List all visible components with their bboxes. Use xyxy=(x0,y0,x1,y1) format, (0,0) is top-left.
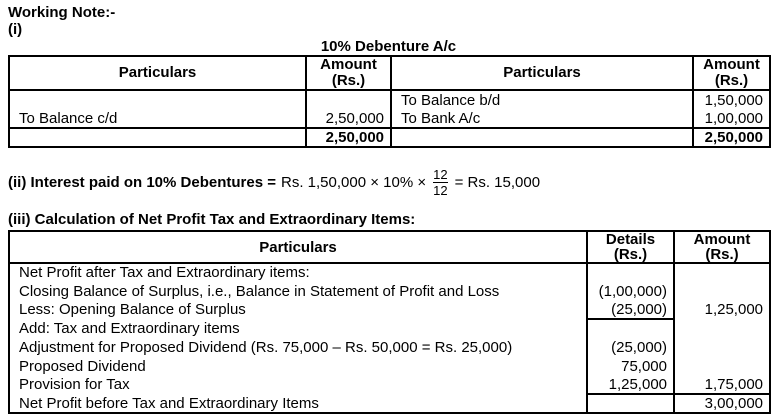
t2-header-details: Details (Rs.) xyxy=(587,231,674,263)
details-cell xyxy=(587,319,674,338)
amount-cell xyxy=(674,357,770,376)
details-cell xyxy=(587,394,674,413)
net-profit-calculation-table xyxy=(8,230,771,414)
t1-header-amount-right: Amount (Rs.) xyxy=(693,56,770,90)
table-row xyxy=(9,90,770,109)
amount-cell: 1,50,000 xyxy=(693,90,770,109)
amount-cell: 2,50,000 xyxy=(306,109,391,128)
table-total-row xyxy=(9,128,770,147)
table-row xyxy=(9,319,770,338)
details-cell: 75,000 xyxy=(587,357,674,376)
details-cell: (25,000) xyxy=(587,338,674,357)
t1-header-row xyxy=(9,56,770,90)
interest-note-expression: Rs. 1,50,000 × 10% × xyxy=(280,173,427,191)
particulars-cell: Net Profit after Tax and Extraordinary items: xyxy=(9,263,587,282)
table-row xyxy=(9,301,770,320)
details-cell: 1,25,000 xyxy=(587,376,674,395)
table-row xyxy=(9,338,770,357)
details-cell: (25,000) xyxy=(587,301,674,320)
t1-header-amount-left: Amount (Rs.) xyxy=(306,56,391,90)
table-row xyxy=(9,357,770,376)
t1-header-particulars-left: Particulars xyxy=(9,56,306,90)
details-cell xyxy=(587,263,674,282)
total-amount-cell: 2,50,000 xyxy=(306,128,391,147)
debenture-account-title: 10% Debenture A/c xyxy=(320,38,457,55)
note1-label: (i) xyxy=(8,21,23,38)
debenture-account-table xyxy=(8,55,771,148)
particulars-cell: Adjustment for Proposed Dividend (Rs. 75,000 – Rs. 50,000 = Rs. 25,000) xyxy=(9,338,587,357)
interest-note-label: (ii) Interest paid on 10% Debentures = xyxy=(8,173,276,191)
particulars-cell: Proposed Dividend xyxy=(9,357,587,376)
t2-header-row xyxy=(9,231,770,263)
particulars-cell xyxy=(9,128,306,147)
interest-calculation-line xyxy=(8,161,769,203)
total-amount-cell: 2,50,000 xyxy=(693,128,770,147)
table-row xyxy=(9,376,770,395)
interest-note-result: = Rs. 15,000 xyxy=(454,173,541,191)
amount-cell xyxy=(674,338,770,357)
particulars-cell: Add: Tax and Extraordinary items xyxy=(9,319,587,338)
amount-cell: 1,75,000 xyxy=(674,376,770,395)
particulars-cell: To Bank A/c xyxy=(391,109,693,128)
table-row xyxy=(9,109,770,128)
t2-header-particulars: Particulars xyxy=(9,231,587,263)
particulars-cell xyxy=(391,128,693,147)
details-cell: (1,00,000) xyxy=(587,282,674,301)
amount-cell: 3,00,000 xyxy=(674,394,770,413)
amount-cell: 1,25,000 xyxy=(674,301,770,320)
amount-cell xyxy=(674,263,770,282)
amount-cell xyxy=(306,90,391,109)
table-row xyxy=(9,282,770,301)
amount-cell xyxy=(674,282,770,301)
particulars-cell: Closing Balance of Surplus, i.e., Balance in Statement of Profit and Loss xyxy=(9,282,587,301)
particulars-cell: To Balance b/d xyxy=(391,90,693,109)
amount-cell xyxy=(674,319,770,338)
table-row xyxy=(9,263,770,282)
working-note-heading: Working Note:- xyxy=(8,4,116,21)
amount-cell: 1,00,000 xyxy=(693,109,770,128)
particulars-cell: Provision for Tax xyxy=(9,376,587,395)
t1-header-particulars-right: Particulars xyxy=(391,56,693,90)
particulars-cell: To Balance c/d xyxy=(9,109,306,128)
particulars-cell: Less: Opening Balance of Surplus xyxy=(9,301,587,320)
particulars-cell xyxy=(9,90,306,109)
fraction-12-over-12: $\frac{12}{12}$ xyxy=(433,166,448,198)
table-row xyxy=(9,394,770,413)
particulars-cell: Net Profit before Tax and Extraordinary Items xyxy=(9,394,587,413)
calculation-heading: (iii) Calculation of Net Profit Tax and Extraordinary Items: xyxy=(8,211,416,228)
t2-header-amount: Amount (Rs.) xyxy=(674,231,770,263)
